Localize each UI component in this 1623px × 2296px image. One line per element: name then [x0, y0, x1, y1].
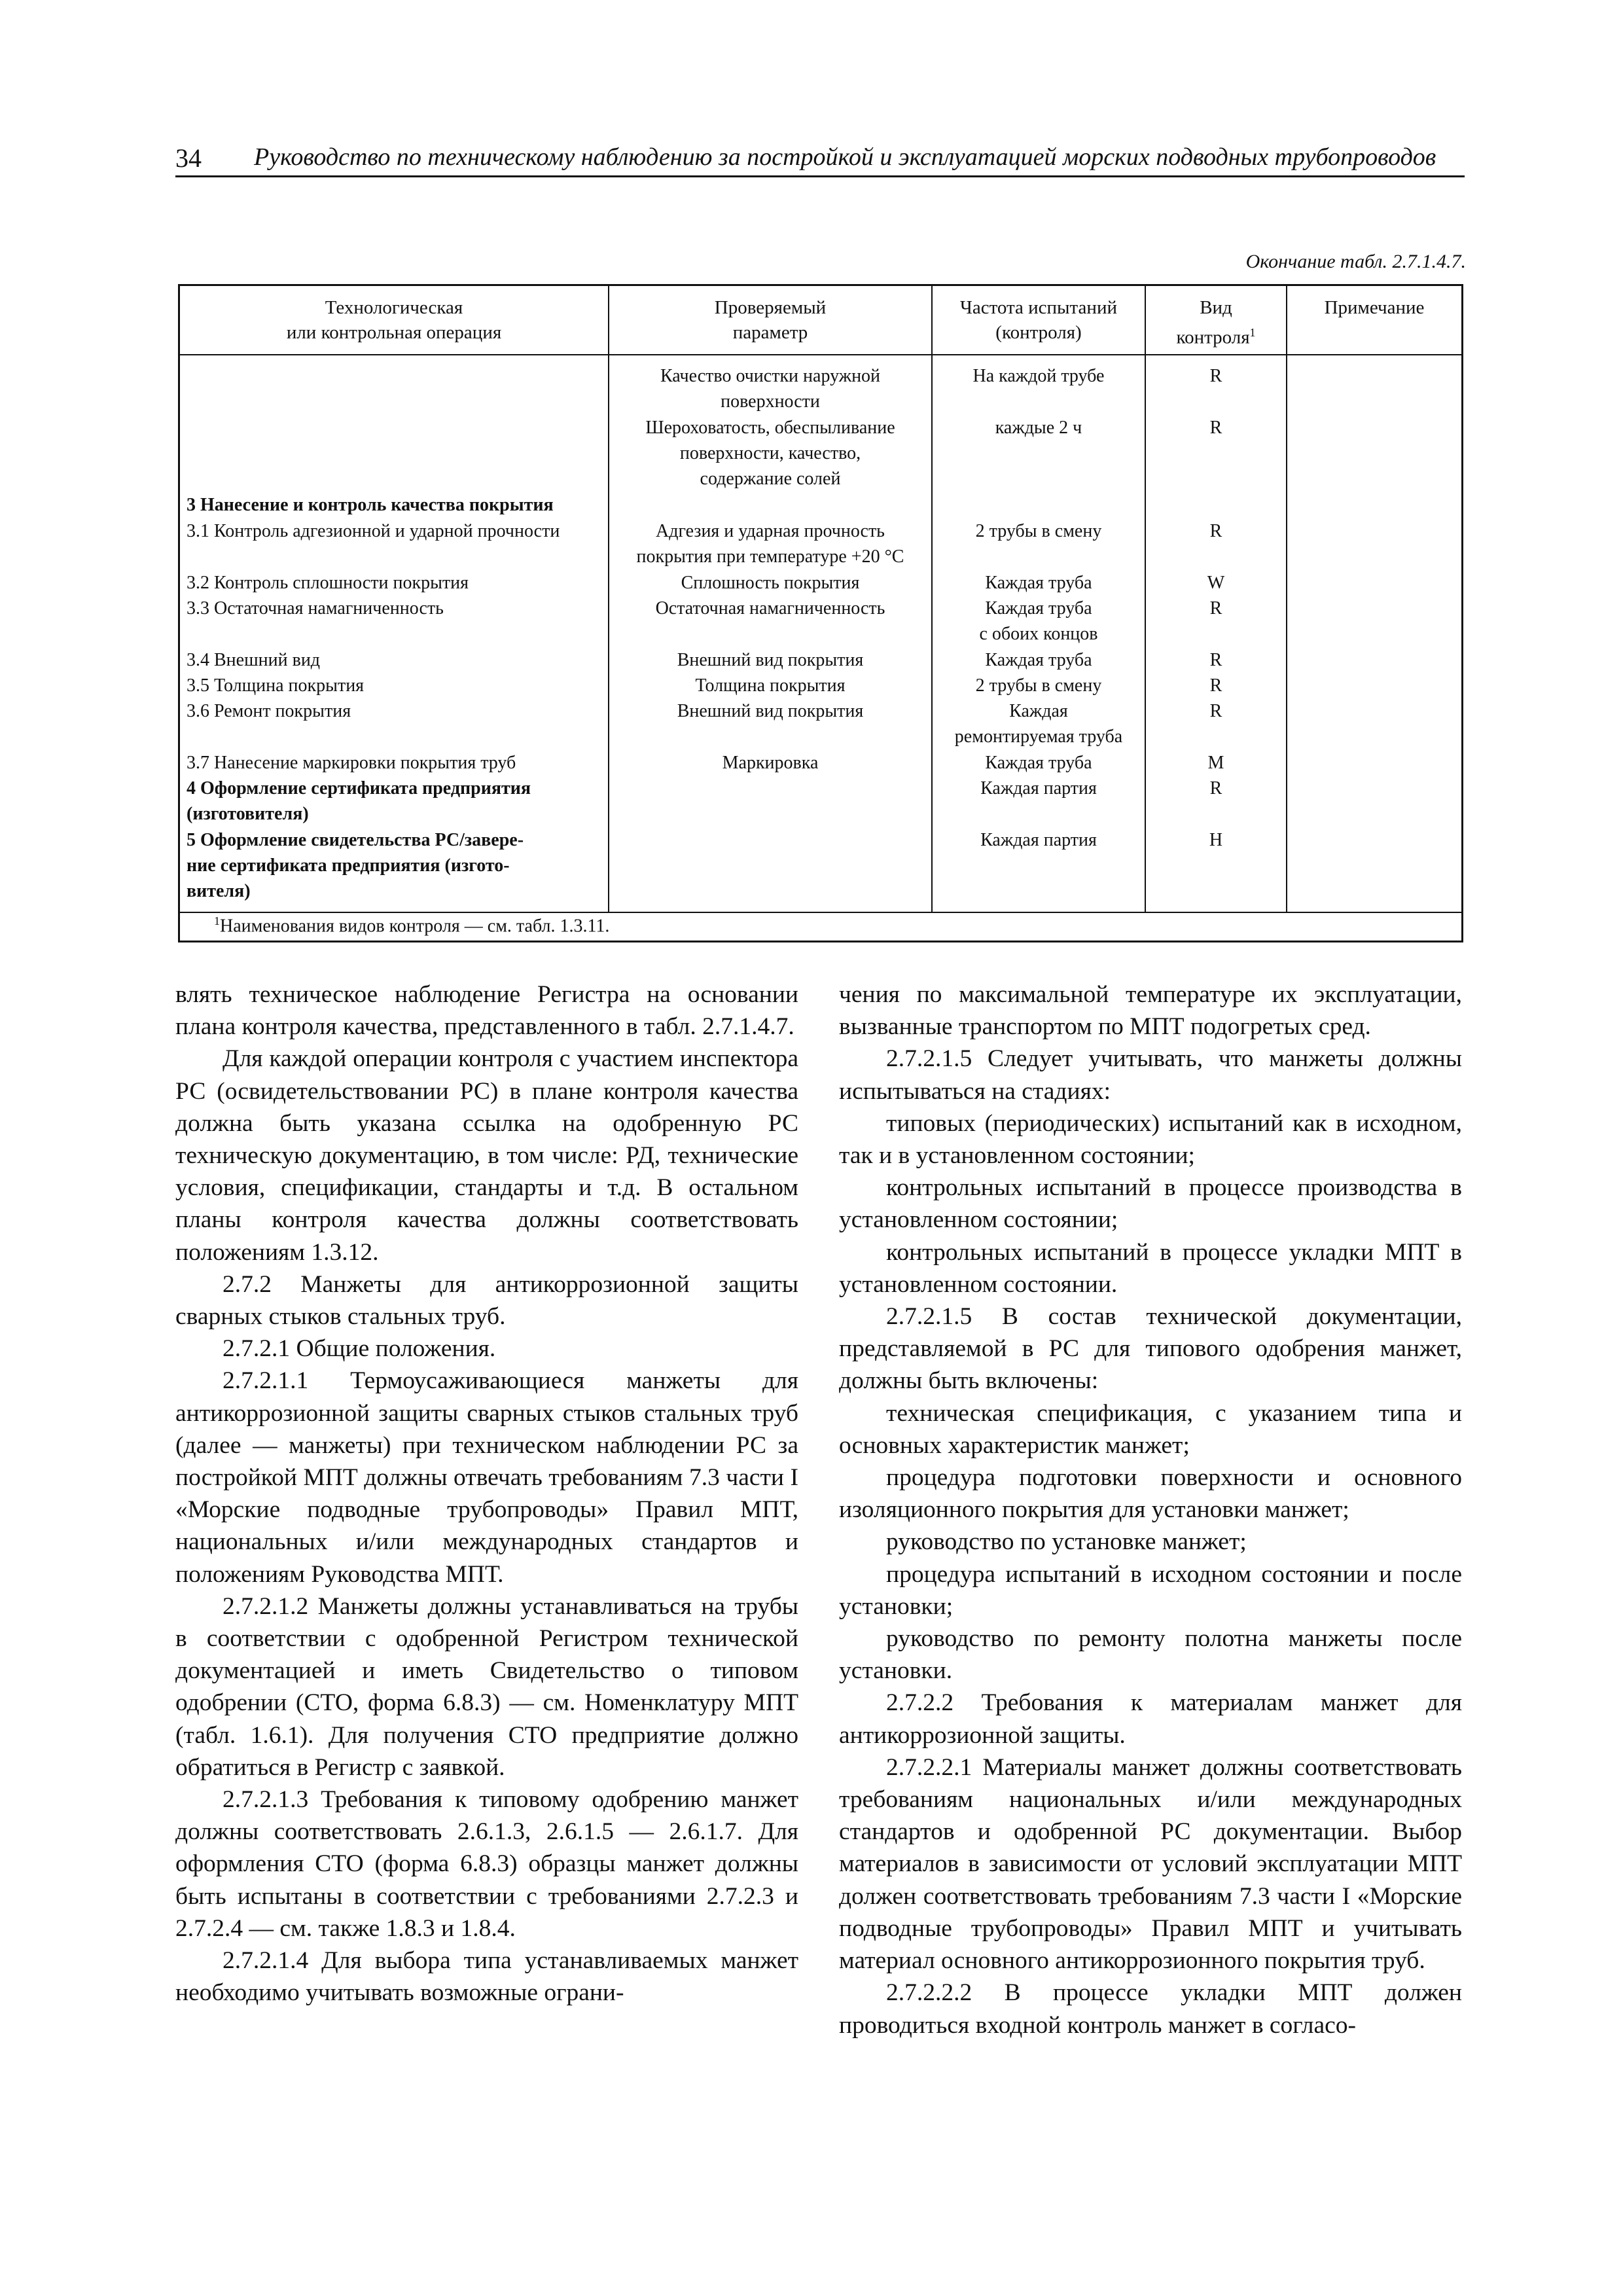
- table-cell-type: M: [1207, 753, 1224, 773]
- paragraph: типовых (периодических) испытаний как в исходном, так и в установленном состоянии;: [839, 1109, 1462, 1170]
- paragraph: Для каждой операции контроля с участием инспектора РС (освидетельствовании РС) в плане контроля качества должна быть указана ссылка на одобренную РС техническую документацию, в том числе: РД, технические условия, спецификации, стандарты и т.д. В остальном планы контроля качества должны соответствовать положениям 1.3.12.: [175, 1045, 798, 1266]
- table-cell-param: Толщина покрытия: [695, 675, 846, 696]
- table-cell-type: R: [1209, 650, 1222, 670]
- table-cell-freq: Каждая труба: [985, 650, 1092, 670]
- table-cell-op: 3.4 Внешний вид: [187, 650, 321, 670]
- control-table: [178, 284, 1463, 942]
- paragraph: 2.7.2.2.1 Материалы манжет должны соответствовать требованиям национальных и/или международных стандартов и одобренной РС документации. Выбор материалов в зависимости от условий эксплуатации МПТ должен соответствовать требованиям 7.3 части I «Морские подводные трубопроводы» Правил МПТ и учитывать материал основного антикоррозионного покрытия труб.: [839, 1753, 1462, 1975]
- table-header-parameter: Проверяемый параметр: [714, 297, 827, 343]
- table-cell-op: 3.3 Остаточная намагниченность: [187, 598, 444, 619]
- table-cell-type: R: [1209, 778, 1222, 798]
- table-header-note: Примечание: [1324, 297, 1425, 318]
- table-cell-param: Сплошность покрытия: [681, 573, 860, 593]
- table-cell-param: Качество очистки наружной поверхности: [660, 366, 881, 412]
- paragraph: 2.7.2.2 Требования к материалам манжет для антикоррозионной защиты.: [839, 1689, 1462, 1749]
- table-cell-freq: Каждая труба: [985, 573, 1092, 593]
- table-cell-freq: 2 трубы в смену: [975, 675, 1102, 696]
- table-cell-type: R: [1209, 598, 1222, 619]
- table-cell-freq: Каждая партия: [980, 778, 1097, 798]
- paragraph: техническая спецификация, с указанием типа и основных характеристик манжет;: [839, 1399, 1462, 1459]
- table-cell-type: H: [1209, 830, 1223, 850]
- table-cell-param: Маркировка: [722, 753, 819, 773]
- table-divider: [1286, 286, 1287, 912]
- table-cell-type: R: [1209, 675, 1222, 696]
- paragraph: влять техническое наблюдение Регистра на основании плана контроля качества, представленного в табл. 2.7.1.4.7.: [175, 981, 798, 1041]
- paragraph: процедура подготовки поверхности и основного изоляционного покрытия для установки манжет;: [839, 1464, 1462, 1524]
- paragraph: руководство по установке манжет;: [886, 1528, 1247, 1556]
- table-cell-param: Остаточная намагниченность: [655, 598, 885, 619]
- paragraph: контрольных испытаний в процессе укладки МПТ в установленном состоянии.: [839, 1238, 1462, 1298]
- table-cell-freq: Каждая труба с обоих концов: [979, 598, 1098, 644]
- table-caption: Окончание табл. 2.7.1.4.7.: [1245, 251, 1466, 272]
- left-text-column: [175, 978, 798, 2009]
- paragraph: 2.7.2.1.2 Манжеты должны устанавливаться на трубы в соответствии с одобренной Регистром технической документацией и иметь Свидетельство о типовом одобрении (СТО, форма 6.8.3) — см. Номенклатуру МПТ (табл. 1.6.1). Для получения СТО предприятие должно обратиться в Регистр с заявкой.: [175, 1592, 798, 1781]
- table-cell-op: 3.5 Толщина покрытия: [187, 675, 365, 696]
- running-title: Руководство по техническому наблюдению за постройкой и эксплуатацией морских подводных трубопроводов: [254, 143, 1436, 171]
- table-cell-freq: 2 трубы в смену: [975, 521, 1102, 541]
- table-cell-op: 3 Нанесение и контроль качества покрытия: [187, 495, 554, 515]
- page-header: [175, 143, 1465, 177]
- table-cell-type: R: [1209, 521, 1222, 541]
- table-cell-op: 5 Оформление свидетельства РС/завере- ние сертификата предприятия (изгото- вителя): [187, 830, 524, 901]
- table-cell-freq: каждые 2 ч: [995, 418, 1082, 438]
- table-cell-param: Внешний вид покрытия: [677, 650, 864, 670]
- right-text-column: [839, 978, 1462, 2041]
- paragraph: 2.7.2.1.1 Термоусаживающиеся манжеты для антикоррозионной защиты сварных стыков стальных труб (далее — манжеты) при техническом наблюдении РС за постройкой МПТ должны отвечать требованиям 7.3 части I «Морские подводные трубопроводы» Правил МПТ, национальных и/или международных стандартов и положениям Руководства МПТ.: [175, 1367, 798, 1588]
- paragraph: 2.7.2.2.2 В процессе укладки МПТ должен проводиться входной контроль манжет в согласо-: [839, 1979, 1462, 2039]
- table-cell-freq: Каждая ремонтируемая труба: [954, 701, 1123, 747]
- table-cell-op: 4 Оформление сертификата предприятия (изготовителя): [187, 778, 531, 824]
- table-cell-op: 3.1 Контроль адгезионной и ударной прочности: [187, 521, 560, 541]
- table-cell-type: R: [1209, 701, 1222, 721]
- page-number: 34: [175, 143, 202, 173]
- table-cell-op: 3.2 Контроль сплошности покрытия: [187, 573, 469, 593]
- table-cell-param: Адгезия и ударная прочность покрытия при температуре +20 °С: [636, 521, 904, 567]
- table-cell-type: W: [1207, 573, 1225, 593]
- table-cell-op: 3.7 Нанесение маркировки покрытия труб: [187, 753, 516, 773]
- table-cell-freq: Каждая партия: [980, 830, 1097, 850]
- table-header-rule: [180, 354, 1461, 355]
- paragraph: 2.7.2.1.3 Требования к типовому одобрению манжет должны соответствовать 2.6.1.3, 2.6.1.5 — 2.6.1.7. Для оформления СТО (форма 6.8.3) образцы манжет должны быть испытаны в соответствии с требованиями 2.7.2.3 и 2.7.2.4 — см. также 1.8.3 и 1.8.4.: [175, 1786, 798, 1942]
- paragraph: контрольных испытаний в процессе производства в установленном состоянии;: [839, 1174, 1462, 1234]
- paragraph: 2.7.2.1 Общие положения.: [223, 1335, 496, 1363]
- paragraph: руководство по ремонту полотна манжеты после установки.: [839, 1625, 1462, 1685]
- table-header-frequency: Частота испытаний (контроля): [959, 297, 1117, 343]
- table-header-operation: Технологическая или контрольная операция: [286, 297, 502, 343]
- table-cell-type: R: [1209, 366, 1222, 386]
- table-cell-freq: На каждой трубе: [972, 366, 1105, 386]
- paragraph: 2.7.2.1.4 Для выбора типа устанавливаемых манжет необходимо учитывать возможные ограни-: [175, 1947, 798, 2007]
- paragraph: 2.7.2.1.5 В состав технической документации, представляемой в РС для типового одобрения манжет, должны быть включены:: [839, 1303, 1462, 1395]
- table-cell-op: 3.6 Ремонт покрытия: [187, 701, 351, 721]
- section-heading: 2.7.2 Манжеты для антикоррозионной защиты сварных стыков стальных труб.: [175, 1270, 798, 1331]
- table-footnote: $^1$Наименования видов контроля — см. табл. 1.3.11.: [214, 914, 610, 937]
- paragraph: 2.7.2.1.5 Следует учитывать, что манжеты должны испытываться на стадиях:: [839, 1045, 1462, 1105]
- table-cell-type: R: [1209, 418, 1222, 438]
- table-header-control-type: Вид контроля$^1$: [1176, 297, 1256, 348]
- table-cell-param: Шероховатость, обеспыливание поверхности, качество, содержание солей: [645, 418, 895, 489]
- table-footnote-rule: [180, 912, 1461, 913]
- table-cell-param: Внешний вид покрытия: [677, 701, 864, 721]
- table-cell-freq: Каждая труба: [985, 753, 1092, 773]
- paragraph: процедура испытаний в исходном состоянии и после установки;: [839, 1560, 1462, 1620]
- paragraph: чения по максимальной температуре их эксплуатации, вызванные транспортом по МПТ подогретых сред.: [839, 981, 1462, 1041]
